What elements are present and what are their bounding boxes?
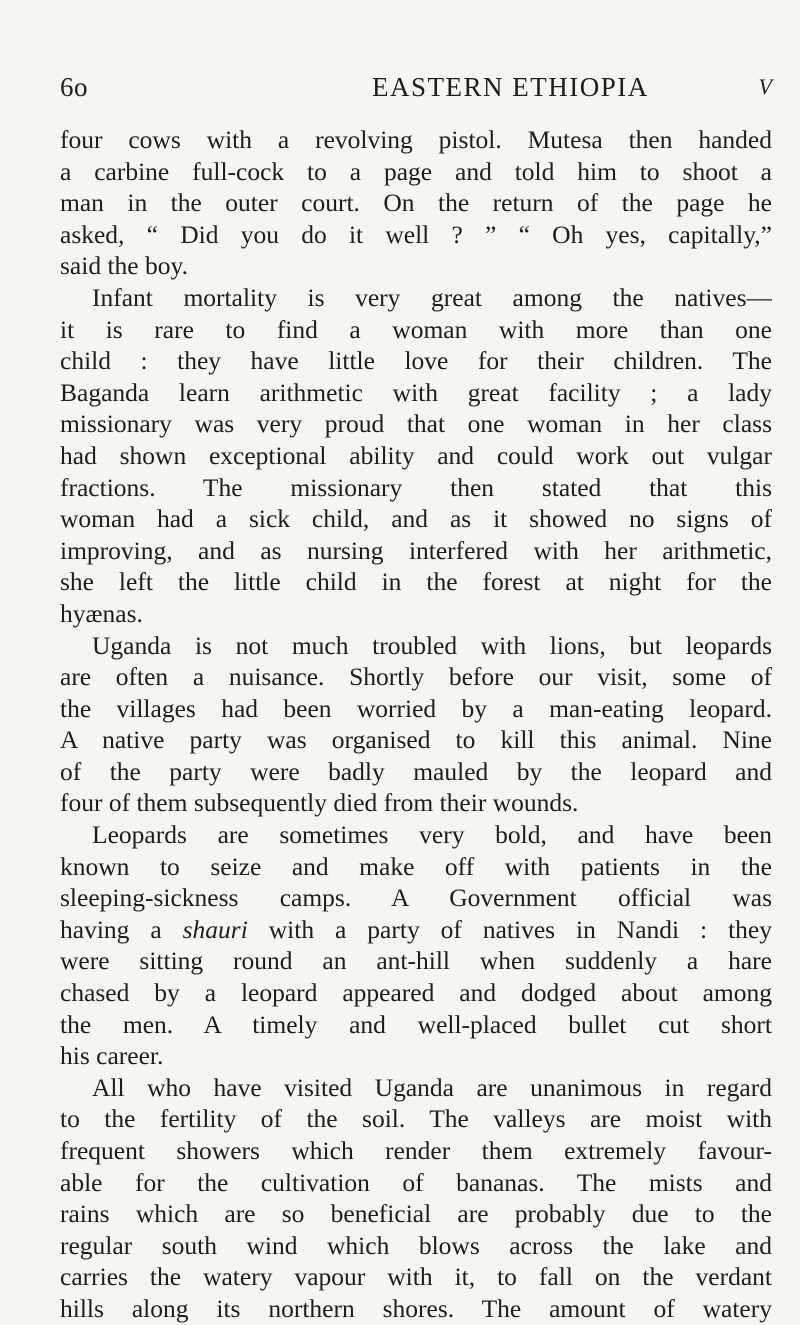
text-line: asked, “ Did you do it well ? ” “ Oh yes, capitally,” (60, 219, 772, 249)
text-line: chased by a leopard appeared and dodged about among (60, 978, 772, 1008)
text-line: the villages had been worried by a man-eating leopard. (60, 693, 772, 723)
page-number: 6o (60, 72, 88, 102)
text-line: to the fertility of the soil. The valleys are moist with (60, 1104, 772, 1134)
text-line: All who have visited Uganda are unanimous in regard (92, 1072, 772, 1102)
text-line: regular south wind which blows across the lake and (60, 1230, 772, 1260)
text-line: sleeping-sickness camps. A Government official was (60, 883, 772, 913)
text-line: Leopards are sometimes very bold, and have been (92, 820, 772, 850)
text-line: rains which are so beneficial are probably due to the (60, 1199, 772, 1229)
text-line: the men. A timely and well-placed bullet cut short (60, 1009, 772, 1039)
text-line: four cows with a revolving pistol. Mutesa then handed (60, 125, 772, 154)
text-line: woman had a sick child, and as it showed no signs of (60, 504, 772, 534)
page-header (60, 72, 772, 112)
text-line: hyænas. (60, 598, 143, 628)
text-line: having a shauri with a party of natives in Nandi : they (60, 914, 772, 944)
text-line: missionary was very proud that one woman in her class (60, 409, 772, 439)
text-line: she left the little child in the forest at night for the (60, 567, 772, 597)
text-line: fractions. The missionary then stated that this (60, 472, 772, 502)
text-line: A native party was organised to kill this animal. Nine (60, 725, 772, 755)
text-line: of the party were badly mauled by the leopard and (60, 756, 772, 786)
text-line: it is rare to find a woman with more than one (60, 314, 772, 344)
text-line: his career. (60, 1041, 164, 1071)
text-line: able for the cultivation of bananas. The mists and (60, 1167, 772, 1197)
text-line: a carbine full-cock to a page and told him to shoot a (60, 156, 772, 186)
text-line: were sitting round an ant-hill when suddenly a hare (60, 946, 772, 976)
text-line: man in the outer court. On the return of the page he (60, 188, 772, 218)
chapter-number: V (758, 74, 772, 99)
text-line: known to seize and make off with patients in the (60, 851, 772, 881)
text-line: had shown exceptional ability and could work out vulgar (60, 440, 772, 470)
text-line: Baganda learn arithmetic with great facility ; a lady (60, 377, 772, 407)
text-line: frequent showers which render them extremely favour- (60, 1136, 772, 1165)
text-line: improving, and as nursing interfered with her arithmetic, (60, 535, 772, 565)
text-line: four of them subsequently died from their wounds. (60, 788, 579, 818)
text-line: Uganda is not much troubled with lions, but leopards (92, 630, 772, 660)
text-line: are often a nuisance. Shortly before our visit, some of (60, 662, 772, 692)
body-text (60, 124, 772, 1325)
text-line: hills along its northern shores. The amount of watery (60, 1293, 772, 1323)
text-line: carries the watery vapour with it, to fall on the verdant (60, 1262, 772, 1292)
text-line: child : they have little love for their children. The (60, 346, 772, 376)
running-head: EASTERN ETHIOPIA (372, 72, 649, 102)
text-line: Infant mortality is very great among the natives— (92, 282, 772, 312)
italic-word: shauri (182, 914, 248, 944)
text-line: said the boy. (60, 251, 188, 281)
